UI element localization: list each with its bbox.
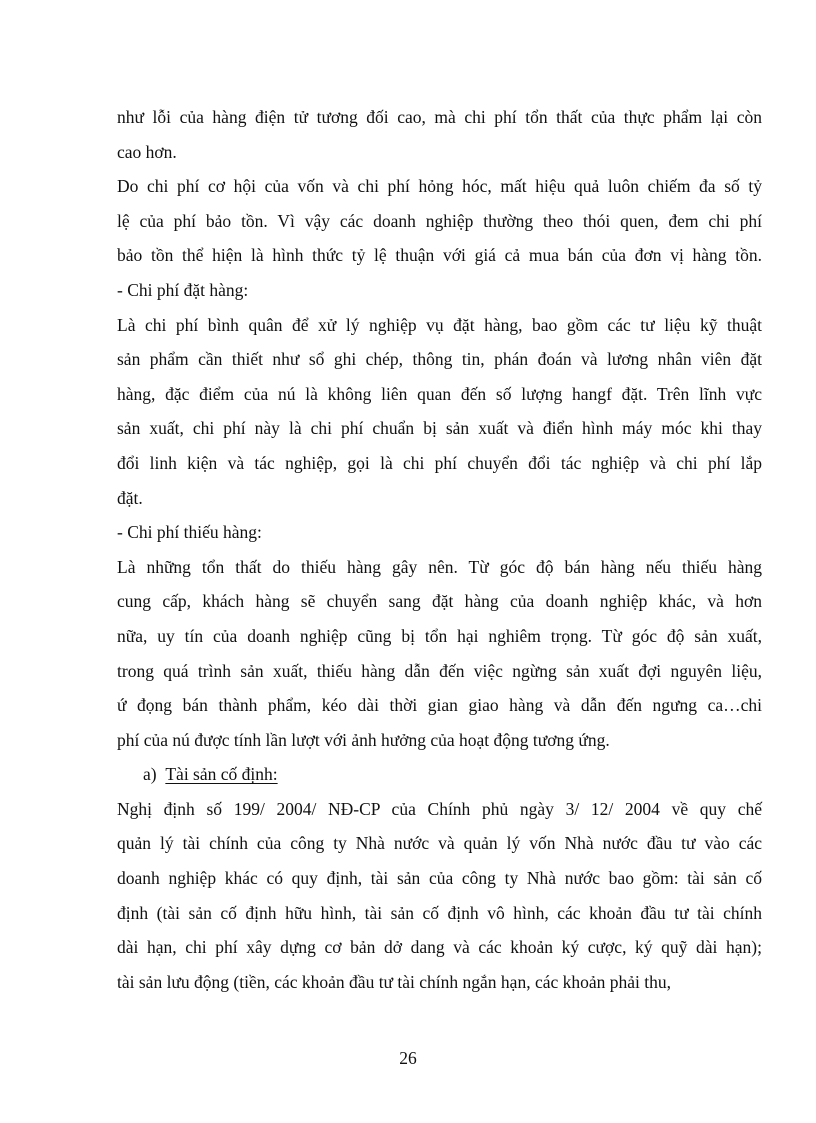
- text-line: quản lý tài chính của công ty Nhà nước và quản lý vốn Nhà nước đầu tư vào các: [117, 833, 762, 854]
- text-line: nữa, uy tín của doanh nghiệp cũng bị tổn hại nghiêm trọng. Từ góc độ sản xuất,: [117, 625, 762, 646]
- text-line: Là những tổn thất do thiếu hàng gây nên. Từ góc độ bán hàng nếu thiếu hàng: [117, 556, 762, 577]
- text-line: lệ của phí bảo tồn. Vì vậy các doanh nghiệp thường theo thói quen, đem chi phí: [117, 210, 762, 231]
- section-heading: [117, 757, 762, 792]
- text-line: cung cấp, khách hàng sẽ chuyển sang đặt hàng của doanh nghiệp khác, và hơn: [117, 591, 762, 612]
- text-line: đổi linh kiện và tác nghiệp, gọi là chi phí chuyển đổi tác nghiệp và chi phí lắp: [117, 452, 762, 473]
- text-line: sản xuất, chi phí này là chi phí chuẩn bị sản xuất và điển hình máy móc khi thay: [117, 418, 762, 439]
- text-line: dài hạn, chi phí xây dựng cơ bản dở dang và các khoản ký cược, ký quỹ dài hạn);: [117, 937, 762, 958]
- text-line: ứ đọng bán thành phẩm, kéo dài thời gian giao hàng và dẫn đến ngưng ca…chi: [117, 695, 762, 716]
- text-line: Là chi phí bình quân để xử lý nghiệp vụ đặt hàng, bao gồm các tư liệu kỹ thuật: [117, 314, 762, 335]
- text-line: - Chi phí đặt hàng:: [117, 279, 249, 300]
- text-line: cao hơn.: [117, 141, 177, 162]
- text-line: Do chi phí cơ hội của vốn và chi phí hỏng hóc, mất hiệu quả luôn chiếm đa số tỷ: [117, 176, 762, 197]
- text-line: sản phẩm cần thiết như sổ ghi chép, thông tin, phán đoán và lương nhân viên đặt: [117, 349, 762, 370]
- text-line: bảo tồn thể hiện là hình thức tỷ lệ thuận với giá cả mua bán của đơn vị hàng tồn.: [117, 245, 762, 266]
- section-heading-label: Tài sản cố định:: [165, 764, 278, 785]
- text-line: như lỗi của hàng điện tử tương đối cao, mà chi phí tổn thất của thực phẩm lại còn: [117, 107, 762, 127]
- text-line: đặt.: [117, 487, 143, 508]
- paragraph-block-after-heading: [117, 792, 762, 1000]
- text-line: Nghị định số 199/ 2004/ NĐ-CP của Chính phủ ngày 3/ 12/ 2004 về quy chế: [117, 798, 762, 819]
- text-line: phí của nú được tính lần lượt với ảnh hưởng của hoạt động tương ứng.: [117, 729, 610, 750]
- document-body: [117, 100, 762, 999]
- section-heading-marker: a): [143, 764, 157, 785]
- text-line: tài sản lưu động (tiền, các khoản đầu tư tài chính ngắn hạn, các khoản phải thu,: [117, 971, 672, 992]
- page-number: 26: [399, 1048, 417, 1068]
- text-line: trong quá trình sản xuất, thiếu hàng dẫn đến việc ngừng sản xuất đợi nguyên liệu,: [117, 660, 762, 681]
- paragraph-block-before-heading: [117, 100, 762, 757]
- text-line: hàng, đặc điểm của nú là không liên quan đến số lượng hangf đặt. Trên lĩnh vực: [117, 383, 762, 404]
- text-line: định (tài sản cố định hữu hình, tài sản cố định vô hình, các khoản đầu tư tài chính: [117, 902, 762, 923]
- text-line: doanh nghiệp khác có quy định, tài sản của công ty Nhà nước bao gồm: tài sản cố: [117, 868, 762, 889]
- text-line: - Chi phí thiếu hàng:: [117, 522, 262, 543]
